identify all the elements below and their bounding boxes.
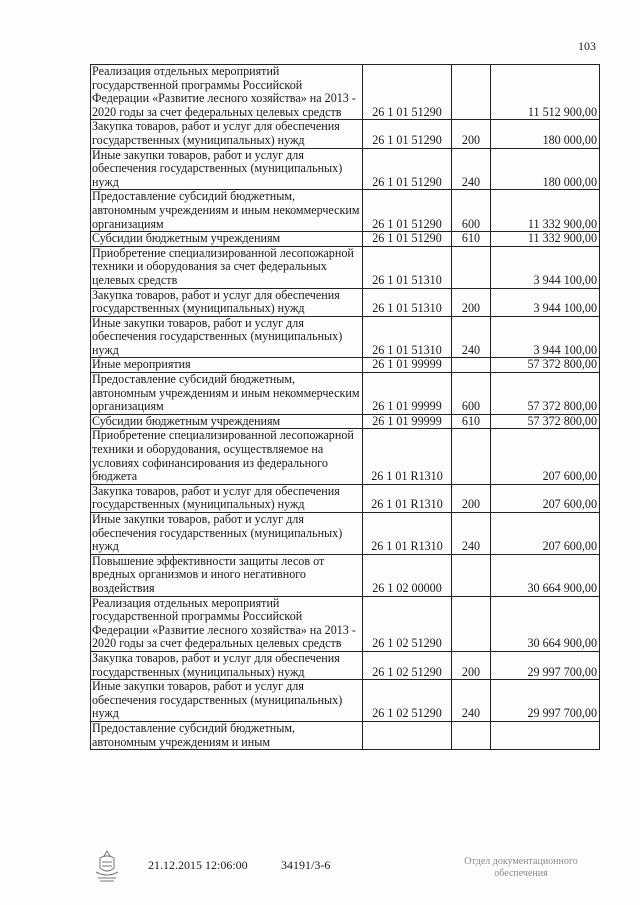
row-expense-type: 200	[452, 651, 491, 679]
row-amount: 29 997 700,00	[491, 651, 600, 679]
row-amount: 11 512 900,00	[491, 65, 600, 120]
row-target-code	[363, 721, 452, 749]
row-name: Приобретение специализированной лесопожарной техники и оборудования за счет федеральных целевых средств	[91, 246, 363, 288]
row-amount: 57 372 800,00	[491, 358, 600, 373]
row-target-code: 26 1 02 00000	[363, 554, 452, 596]
table-row	[91, 429, 600, 484]
row-target-code: 26 1 01 99999	[363, 373, 452, 415]
row-amount: 57 372 800,00	[491, 373, 600, 415]
row-amount: 3 944 100,00	[491, 288, 600, 316]
row-target-code: 26 1 01 51310	[363, 316, 452, 358]
row-amount: 30 664 900,00	[491, 554, 600, 596]
row-expense-type	[452, 429, 491, 484]
department-stamp	[446, 856, 596, 880]
row-target-code: 26 1 02 51290	[363, 651, 452, 679]
row-amount: 11 332 900,00	[491, 190, 600, 232]
row-target-code: 26 1 01 51290	[363, 65, 452, 120]
row-target-code: 26 1 02 51290	[363, 680, 452, 722]
table-row	[91, 414, 600, 429]
row-expense-type: 200	[452, 120, 491, 148]
row-expense-type: 600	[452, 373, 491, 415]
row-expense-type	[452, 246, 491, 288]
row-name: Иные закупки товаров, работ и услуг для обеспечения государственных (муниципальных) нужд	[91, 316, 363, 358]
row-amount: 11 332 900,00	[491, 232, 600, 247]
table-row	[91, 232, 600, 247]
table-row	[91, 484, 600, 512]
row-amount: 180 000,00	[491, 148, 600, 190]
row-name: Предоставление субсидий бюджетным, автономным учреждениям и иным некоммерческим организациям	[91, 373, 363, 415]
table-row	[91, 721, 600, 749]
row-amount: 180 000,00	[491, 120, 600, 148]
row-amount: 29 997 700,00	[491, 680, 600, 722]
row-expense-type	[452, 554, 491, 596]
table-row	[91, 120, 600, 148]
row-name: Субсидии бюджетным учреждениям	[91, 414, 363, 429]
table-row	[91, 554, 600, 596]
row-amount: 207 600,00	[491, 513, 600, 555]
row-name: Реализация отдельных мероприятий государственной программы Российской Федерации «Развитие лесного хозяйства» на 2013 - 2020 годы за счет федеральных целевых средств	[91, 596, 363, 651]
table-row	[91, 651, 600, 679]
row-expense-type: 200	[452, 484, 491, 512]
footer-doc-number: 34191/3-6	[281, 858, 331, 872]
row-target-code: 26 1 01 51290	[363, 148, 452, 190]
row-name: Иные закупки товаров, работ и услуг для обеспечения государственных (муниципальных) нужд	[91, 513, 363, 555]
table-row	[91, 358, 600, 373]
row-name: Предоставление субсидий бюджетным, автономным учреждениям и иным	[91, 721, 363, 749]
row-expense-type	[452, 596, 491, 651]
row-target-code: 26 1 02 51290	[363, 596, 452, 651]
row-target-code: 26 1 01 51290	[363, 232, 452, 247]
row-expense-type: 610	[452, 232, 491, 247]
row-name: Закупка товаров, работ и услуг для обеспечения государственных (муниципальных) нужд	[91, 120, 363, 148]
row-name: Закупка товаров, работ и услуг для обеспечения государственных (муниципальных) нужд	[91, 651, 363, 679]
row-expense-type	[452, 721, 491, 749]
row-name: Повышение эффективности защиты лесов от вредных организмов и иного негативного воздействия	[91, 554, 363, 596]
row-target-code: 26 1 01 51310	[363, 288, 452, 316]
footer-datetime: 21.12.2015 12:06:00	[148, 858, 248, 872]
row-expense-type: 240	[452, 680, 491, 722]
table-row	[91, 148, 600, 190]
stamp-line-1: Отдел документационного	[464, 856, 578, 867]
row-target-code: 26 1 01 99999	[363, 358, 452, 373]
row-name: Предоставление субсидий бюджетным, автономным учреждениям и иным некоммерческим организациям	[91, 190, 363, 232]
row-target-code: 26 1 01 R1310	[363, 429, 452, 484]
row-expense-type: 200	[452, 288, 491, 316]
row-amount: 207 600,00	[491, 484, 600, 512]
table-row	[91, 246, 600, 288]
row-name: Закупка товаров, работ и услуг для обеспечения государственных (муниципальных) нужд	[91, 484, 363, 512]
row-target-code: 26 1 01 R1310	[363, 484, 452, 512]
row-name: Иные мероприятия	[91, 358, 363, 373]
coat-of-arms-icon	[92, 848, 122, 884]
table-row	[91, 513, 600, 555]
table-row	[91, 190, 600, 232]
row-amount: 30 664 900,00	[491, 596, 600, 651]
page-number: 103	[578, 39, 596, 53]
row-name: Реализация отдельных мероприятий государственной программы Российской Федерации «Развитие лесного хозяйства» на 2013 - 2020 годы за счет федеральных целевых средств	[91, 65, 363, 120]
row-name: Субсидии бюджетным учреждениям	[91, 232, 363, 247]
row-expense-type	[452, 358, 491, 373]
row-target-code: 26 1 01 51290	[363, 190, 452, 232]
table-row	[91, 373, 600, 415]
table-row	[91, 288, 600, 316]
stamp-line-2: обеспечения	[494, 868, 548, 879]
table-row	[91, 596, 600, 651]
row-amount: 3 944 100,00	[491, 246, 600, 288]
table-row	[91, 65, 600, 120]
row-target-code: 26 1 01 51310	[363, 246, 452, 288]
row-name: Приобретение специализированной лесопожарной техники и оборудования, осуществляемое на условиях софинансирования из федерального бюджета	[91, 429, 363, 484]
budget-table	[90, 64, 600, 750]
row-expense-type	[452, 65, 491, 120]
row-name: Закупка товаров, работ и услуг для обеспечения государственных (муниципальных) нужд	[91, 288, 363, 316]
row-amount: 57 372 800,00	[491, 414, 600, 429]
row-target-code: 26 1 01 R1310	[363, 513, 452, 555]
row-expense-type: 600	[452, 190, 491, 232]
row-target-code: 26 1 01 51290	[363, 120, 452, 148]
row-expense-type: 240	[452, 148, 491, 190]
table-row	[91, 316, 600, 358]
row-amount	[491, 721, 600, 749]
row-amount: 207 600,00	[491, 429, 600, 484]
row-target-code: 26 1 01 99999	[363, 414, 452, 429]
row-expense-type: 610	[452, 414, 491, 429]
row-name: Иные закупки товаров, работ и услуг для обеспечения государственных (муниципальных) нужд	[91, 680, 363, 722]
budget-table-body	[91, 65, 600, 750]
row-name: Иные закупки товаров, работ и услуг для обеспечения государственных (муниципальных) нужд	[91, 148, 363, 190]
row-expense-type: 240	[452, 513, 491, 555]
row-amount: 3 944 100,00	[491, 316, 600, 358]
row-expense-type: 240	[452, 316, 491, 358]
table-row	[91, 680, 600, 722]
